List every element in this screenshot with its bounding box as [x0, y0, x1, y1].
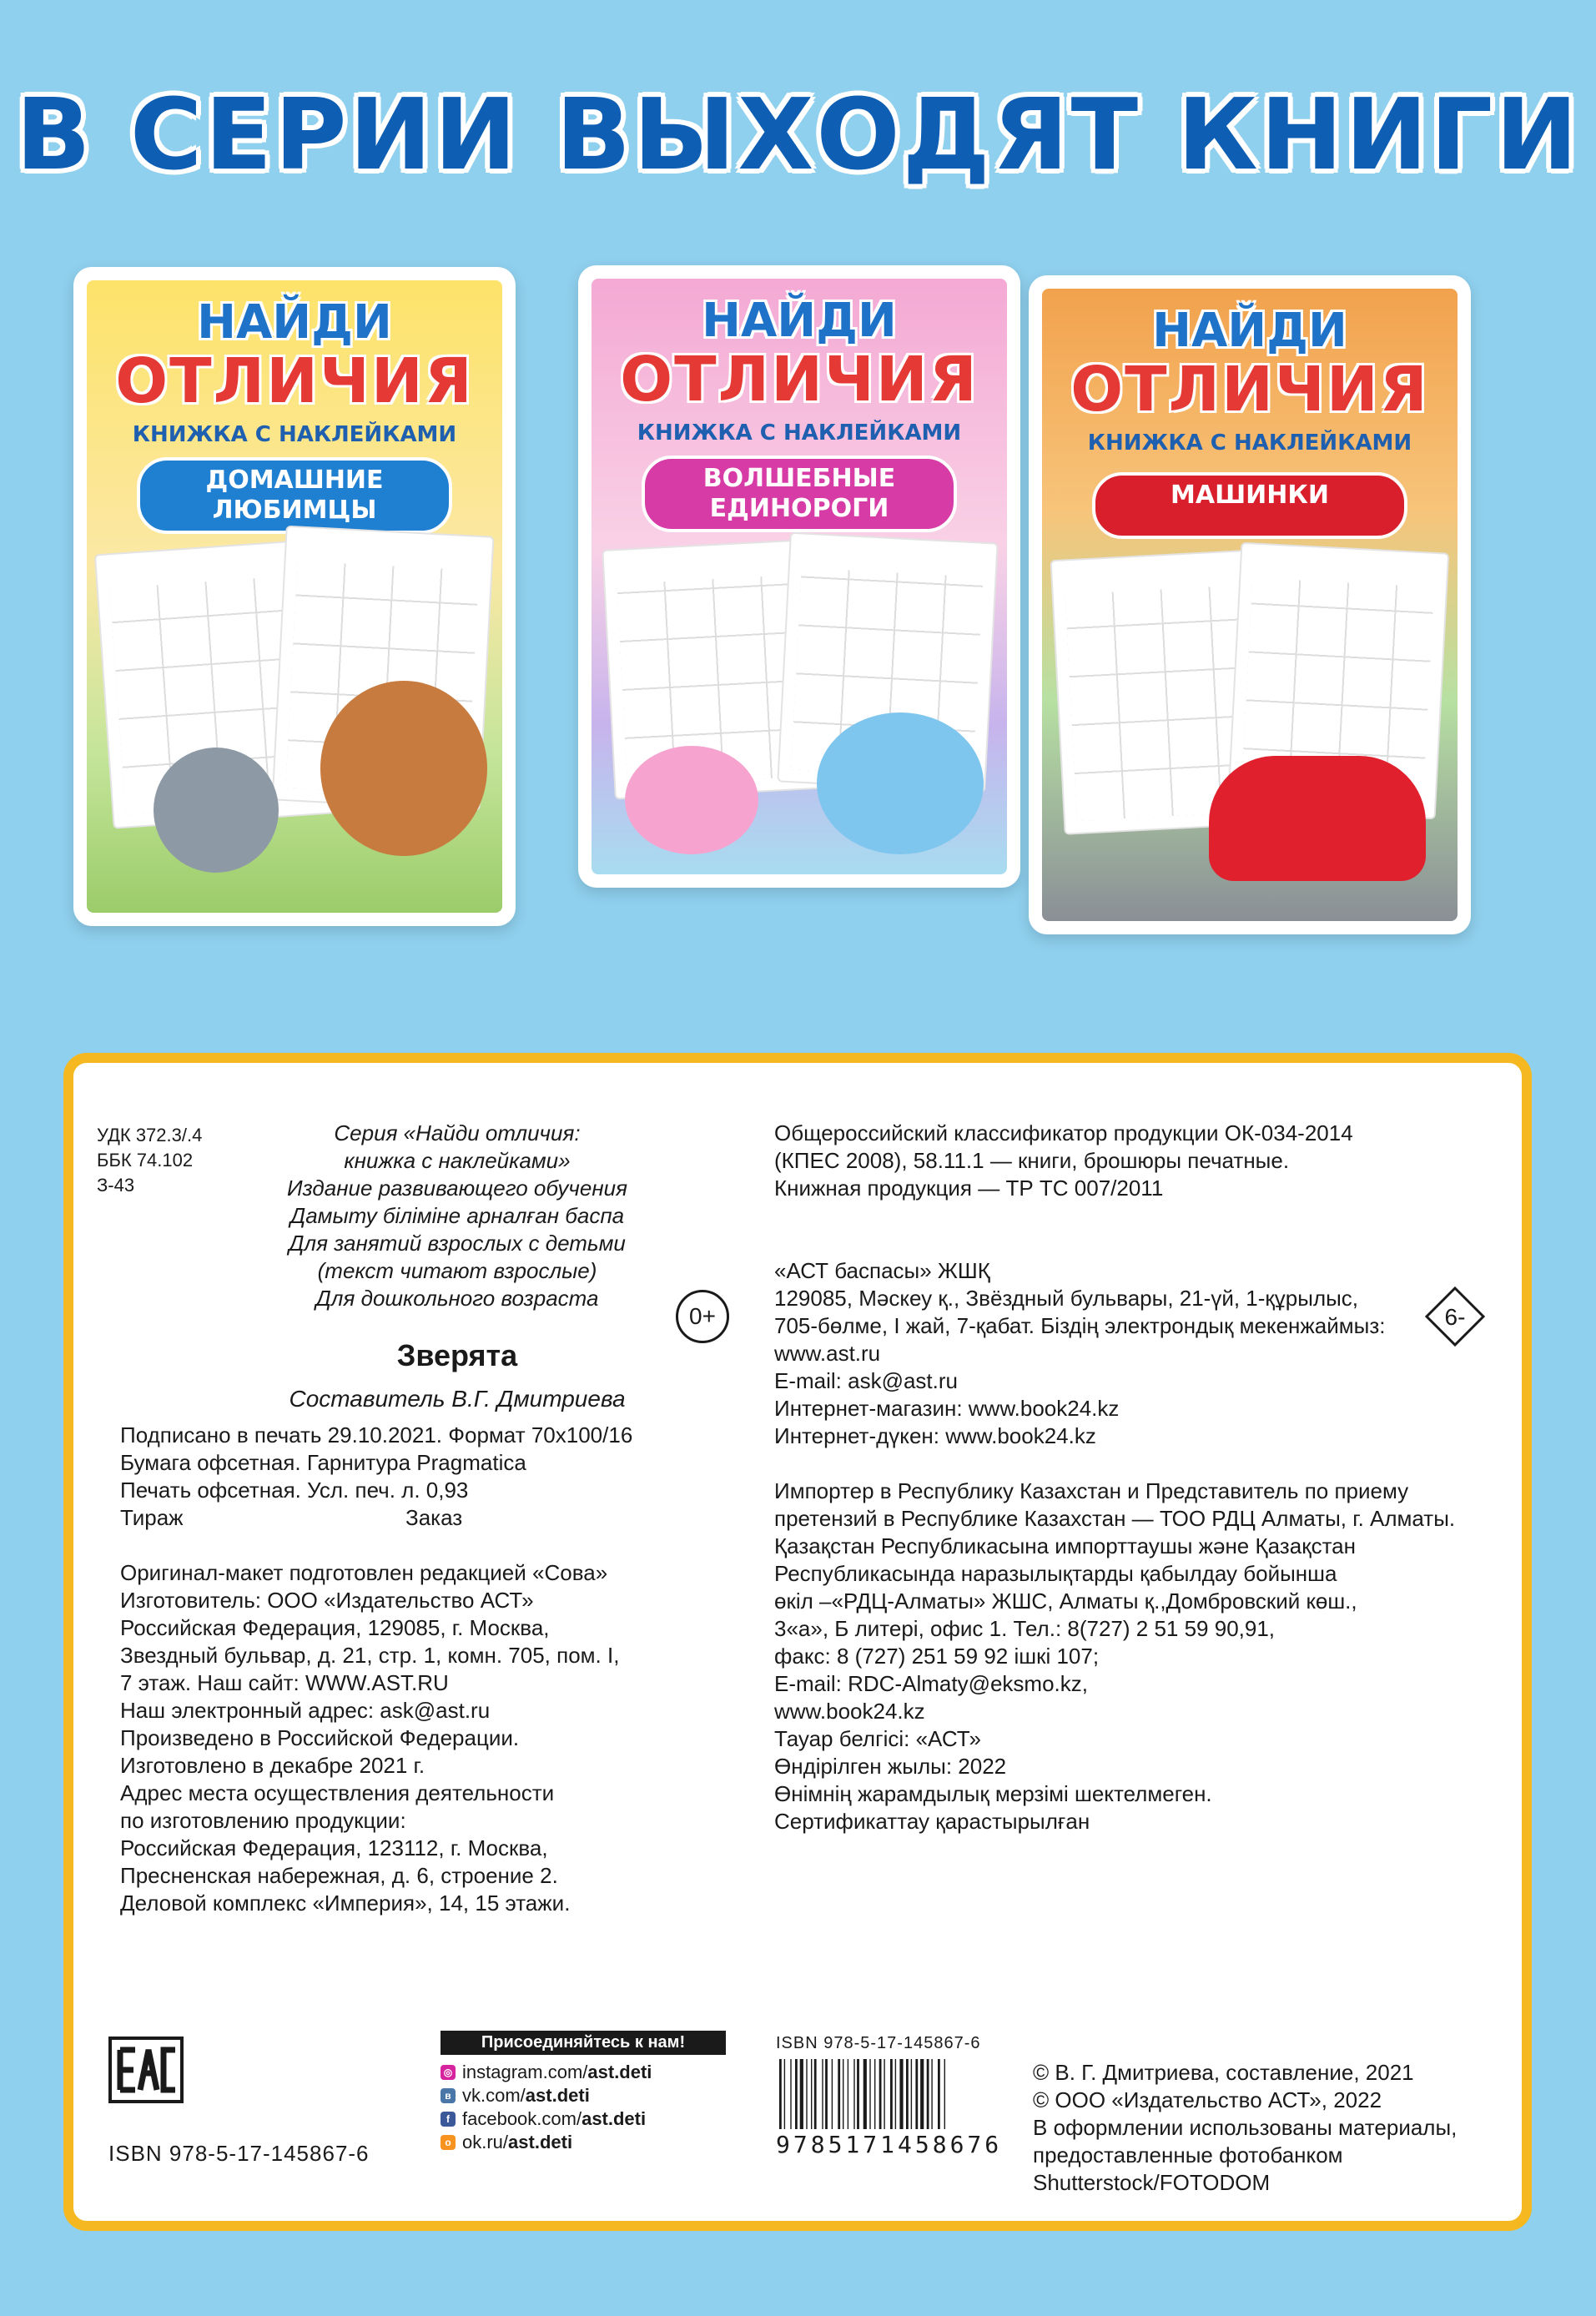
book-cover-unicorns[interactable]: [578, 265, 1020, 888]
book-title: Зверята: [396, 1338, 518, 1372]
classifier-line: (КПЕС 2008), 58.11.1 — книги, брошюры печатные.: [774, 1148, 1290, 1173]
maker-line: Изготовитель: ООО «Издательство АСТ»: [120, 1588, 534, 1613]
maker-line: Деловой комплекс «Империя», 14, 15 этажи.: [120, 1891, 571, 1916]
copyright-line: Shutterstock/FOTODOM: [1033, 2170, 1271, 2195]
importer-line: Сертификаттау қарастырылған: [774, 1809, 1090, 1834]
kz-publisher-line: 705-бөлме, I жай, 7-қабат. Біздің электрондық мекенжаймыз:: [774, 1313, 1386, 1338]
social-link-handle: ast.deti: [582, 2108, 647, 2129]
series-line: Дамыту біліміне арналған баспа: [289, 1203, 625, 1228]
social-link-prefix: facebook.com/: [462, 2108, 582, 2129]
copyright-line: © ООО «Издательство АСТ», 2022: [1033, 2087, 1382, 2112]
cover-art: [1042, 289, 1458, 921]
cover-tagline: КНИЖКА С НАКЛЕЙКАМИ: [637, 420, 962, 446]
importer-line: Республикасында наразылықтарды қабылдау бойынша: [774, 1561, 1337, 1586]
print-run-label: Тираж: [120, 1505, 184, 1530]
cover-title-line2: ОТЛИЧИЯ: [1070, 354, 1429, 425]
importer-line: Өндірілген жылы: 2022: [774, 1754, 1007, 1779]
print-line: Подписано в печать 29.10.2021. Формат 70x100/16: [120, 1422, 633, 1448]
car-illustration: [1209, 756, 1426, 881]
series-line: книжка с наклейками»: [344, 1148, 571, 1173]
series-line: Издание развивающего обучения: [286, 1176, 628, 1201]
unicorn-illustration: [817, 712, 984, 854]
maker-line: Наш электронный адрес: ask@ast.ru: [120, 1698, 491, 1723]
importer-line: өкіл –«РДЦ-Алматы» ЖШС, Алматы қ.,Домбровский көш.,: [774, 1588, 1357, 1614]
importer-line: Тауар белгісі: «АСТ»: [774, 1726, 981, 1751]
print-run-row: [120, 1504, 754, 1532]
social-link-handle: ast.deti: [587, 2062, 652, 2082]
cover-title-line1: НАЙДИ: [702, 294, 897, 348]
barcode-number: 9785171458676: [776, 2131, 1003, 2158]
maker-line: Российская Федерация, 123112, г. Москва,: [120, 1835, 548, 1860]
maker-line: по изготовлению продукции:: [120, 1808, 406, 1833]
age-rating-badge: 0+: [676, 1290, 729, 1343]
kz-publisher-line: Интернет-магазин: www.book24.kz: [774, 1396, 1120, 1421]
social-link-prefix: vk.com/: [462, 2085, 526, 2106]
importer-line: Қазақстан Республикасына импорттаушы және Қазақстан: [774, 1533, 1356, 1558]
social-link-prefix: ok.ru/: [462, 2132, 509, 2152]
maker-line: Пресненская набережная, д. 6, строение 2.: [120, 1863, 558, 1888]
series-line: Для дошкольного возраста: [315, 1286, 599, 1311]
cover-title-line2: ОТЛИЧИЯ: [115, 345, 474, 417]
social-link-instagram[interactable]: [441, 2061, 652, 2084]
importer-line: E-mail: RDC-Almaty@eksmo.kz,: [774, 1671, 1088, 1696]
social-link-ok[interactable]: [441, 2131, 652, 2154]
cover-subtitle: ДОМАШНИЕ ЛЮБИМЦЫ: [137, 457, 452, 534]
publisher-details: [774, 1120, 1508, 1835]
barcode-icon: [776, 2059, 991, 2129]
eac-mark-icon: [108, 2037, 184, 2103]
importer-line: 3«а», Б литері, офис 1. Тел.: 8(727) 2 51 59 90,91,: [774, 1616, 1276, 1641]
cover-title-line1: НАЙДИ: [1152, 304, 1347, 358]
bbk-line: ББК 74.102: [97, 1150, 194, 1171]
age-limit-text: 6-: [1444, 1304, 1466, 1330]
importer-line: Импортер в Республику Казахстан и Представитель по приему: [774, 1478, 1409, 1503]
unicorn-illustration: [625, 746, 758, 854]
importer-line: претензий в Республике Казахстан — ТОО РДЦ Алматы, г. Алматы.: [774, 1506, 1456, 1531]
book-cover-pets[interactable]: [73, 267, 516, 926]
book-composer: Составитель В.Г. Дмитриева: [289, 1386, 626, 1412]
order-label: Заказ: [405, 1505, 463, 1530]
series-headline: В СЕРИИ ВЫХОДЯТ КНИГИ: [15, 77, 1581, 192]
kz-publisher-line: «АСТ баспасы» ЖШҚ: [774, 1258, 990, 1283]
social-link-handle: ast.deti: [525, 2085, 590, 2106]
udk-line: УДК 372.3/.4: [97, 1125, 203, 1145]
print-details: [120, 1422, 754, 1917]
facebook-icon: f: [441, 2112, 456, 2127]
social-link-vk[interactable]: [441, 2084, 652, 2107]
puppy-illustration: [320, 681, 487, 856]
book-cover-cars[interactable]: [1029, 275, 1471, 934]
instagram-icon: ◎: [441, 2065, 456, 2080]
social-link-handle: ast.deti: [508, 2132, 573, 2152]
series-info: [240, 1120, 674, 1312]
series-line: Серия «Найди отличия:: [334, 1120, 581, 1145]
importer-line: www.book24.kz: [774, 1699, 925, 1724]
social-link-facebook[interactable]: [441, 2107, 652, 2131]
cover-title-line1: НАЙДИ: [197, 295, 392, 350]
kz-publisher-line: www.ast.ru: [774, 1341, 881, 1366]
social-links: [441, 2061, 652, 2154]
print-line: Бумага офсетная. Гарнитура Pragmatica: [120, 1450, 526, 1475]
barcode-isbn: ISBN 978-5-17-145867-6: [776, 2034, 981, 2052]
imprint-box: [63, 1053, 1532, 2231]
kz-publisher-line: 129085, Мәскеу қ., Звёздный бульвары, 21-үй, 1-құрылыс,: [774, 1286, 1359, 1311]
classifier-line: Общероссийский классификатор продукции ОК-034-2014: [774, 1120, 1353, 1145]
cover-tagline: КНИЖКА С НАКЛЕЙКАМИ: [132, 422, 457, 447]
isbn-text: ISBN 978-5-17-145867-6: [108, 2141, 370, 2166]
author-mark: З-43: [97, 1175, 135, 1196]
cover-art: [87, 280, 502, 913]
maker-line: Оригинал-макет подготовлен редакцией «Сова»: [120, 1560, 608, 1585]
kz-publisher-line: Интернет-дүкен: www.book24.kz: [774, 1423, 1096, 1448]
maker-line: Адрес места осуществления деятельности: [120, 1780, 555, 1805]
maker-line: Звездный бульвар, д. 21, стр. 1, комн. 705, пом. I,: [120, 1643, 620, 1668]
classifier-line: Книжная продукция — ТР ТС 007/2011: [774, 1176, 1164, 1201]
kitten-illustration: [154, 748, 279, 873]
maker-line: Изготовлено в декабре 2021 г.: [120, 1753, 425, 1778]
cover-title-line2: ОТЛИЧИЯ: [620, 344, 979, 415]
age-limit-badge: [1425, 1286, 1485, 1347]
join-us-banner: Присоединяйтесь к нам!: [441, 2031, 726, 2055]
copyright-block: [1033, 2059, 1457, 2197]
udk-codes: [97, 1123, 202, 1198]
maker-line: Российская Федерация, 129085, г. Москва,: [120, 1615, 550, 1640]
copyright-line: © В. Г. Дмитриева, составление, 2021: [1033, 2060, 1414, 2085]
cover-subtitle: ВОЛШЕБНЫЕ ЕДИНОРОГИ: [642, 456, 957, 532]
vk-icon: в: [441, 2088, 456, 2103]
series-line: Для занятий взрослых с детьми: [289, 1231, 626, 1256]
series-line: (текст читают взрослые): [317, 1258, 597, 1283]
cover-art: [592, 279, 1007, 874]
copyright-line: В оформлении использованы материалы,: [1033, 2115, 1458, 2140]
ok-icon: о: [441, 2135, 456, 2150]
maker-line: 7 этаж. Наш сайт: WWW.AST.RU: [120, 1670, 449, 1695]
social-link-prefix: instagram.com/: [462, 2062, 588, 2082]
importer-line: Өнімнің жарамдылық мерзімі шектелмеген.: [774, 1781, 1212, 1806]
kz-publisher-line: E-mail: ask@ast.ru: [774, 1368, 958, 1393]
print-line: Печать офсетная. Усл. печ. л. 0,93: [120, 1478, 469, 1503]
importer-line: факс: 8 (727) 251 59 92 ішкі 107;: [774, 1644, 1100, 1669]
cover-tagline: КНИЖКА С НАКЛЕЙКАМИ: [1087, 430, 1412, 456]
cover-subtitle: МАШИНКИ: [1092, 472, 1407, 539]
maker-line: Произведено в Российской Федерации.: [120, 1725, 520, 1750]
copyright-line: предоставленные фотобанком: [1033, 2142, 1343, 2167]
